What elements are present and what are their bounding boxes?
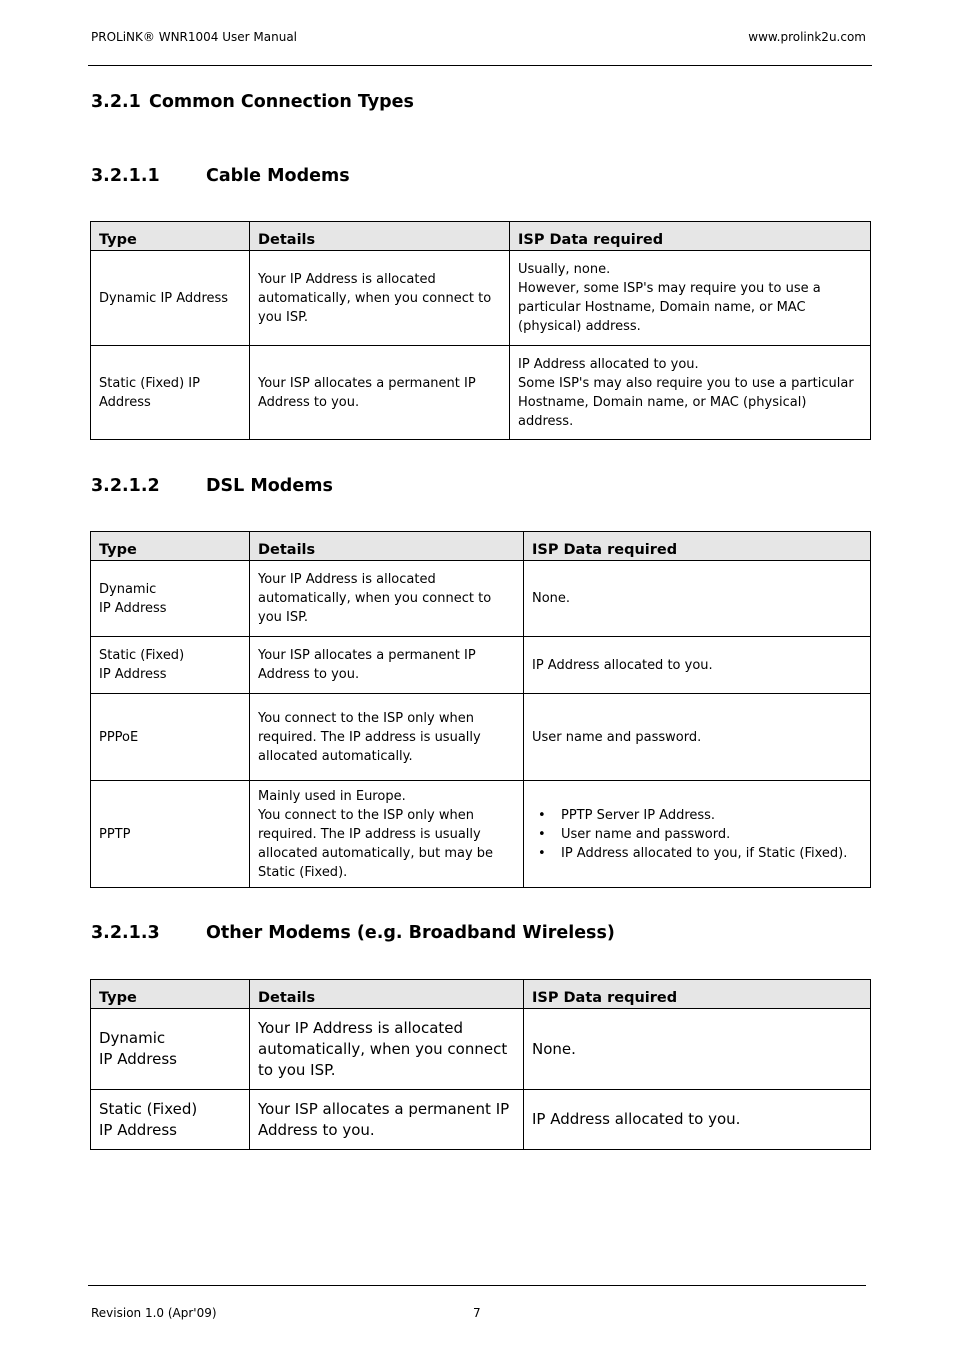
cell-isp-line: Some ISP's may also require you to use a particular Hostname, Domain name, or MAC (physical) address. xyxy=(518,375,854,429)
dsl-heading xyxy=(91,476,333,496)
cell-type-line: IP Address xyxy=(99,1050,177,1068)
header-website: www.prolink2u.com xyxy=(748,30,866,44)
isp-bullet-list xyxy=(532,806,862,863)
col-header-isp: ISP Data required xyxy=(510,222,871,251)
header-manual-title: PROLiNK® WNR1004 User Manual xyxy=(91,30,298,44)
cable-heading-title: Cable Modems xyxy=(206,166,350,186)
col-header-details: Details xyxy=(250,980,524,1009)
cell-type-line: IP Address xyxy=(99,1120,177,1139)
other-heading-title: Other Modems (e.g. Broadband Wireless) xyxy=(206,923,615,943)
table-header-row xyxy=(91,222,871,251)
cell-details: Your ISP allocates a permanent IP Address to you. xyxy=(250,346,510,440)
cell-details: Your ISP allocates a permanent IP Address to you. xyxy=(250,1090,524,1150)
header-divider xyxy=(88,65,872,66)
footer-divider xyxy=(88,1285,866,1286)
section-heading xyxy=(91,92,414,112)
cell-isp-line: However, some ISP's may require you to use a particular Hostname, Domain name, or MAC (physical) address. xyxy=(518,281,821,334)
dsl-table xyxy=(90,531,871,888)
table-row xyxy=(91,251,871,346)
cable-heading-number: 3.2.1.1 xyxy=(91,166,160,186)
section-title: Common Connection Types xyxy=(149,92,414,112)
cell-details: You connect to the ISP only when required. The IP address is usually allocated automatically. xyxy=(250,694,524,781)
table-row xyxy=(91,1009,871,1090)
other-heading-number: 3.2.1.3 xyxy=(91,923,160,943)
section-number: 3.2.1 xyxy=(91,92,141,112)
cell-type-line: IP Address xyxy=(99,667,167,682)
col-header-type: Type xyxy=(91,532,250,561)
cell-type-line: Static (Fixed) xyxy=(99,1099,198,1118)
col-header-isp: ISP Data required xyxy=(524,532,871,561)
table-row xyxy=(91,561,871,637)
cell-isp: None. xyxy=(524,1009,871,1090)
cell-type-line: IP Address xyxy=(99,600,167,616)
col-header-details: Details xyxy=(250,222,510,251)
cable-heading xyxy=(91,166,350,186)
footer-revision: Revision 1.0 (Apr'09) xyxy=(91,1306,217,1320)
dsl-heading-number: 3.2.1.2 xyxy=(91,476,160,496)
cell-details xyxy=(250,781,524,888)
cell-details: Your IP Address is allocated automatically, when you connect to you ISP. xyxy=(250,1009,524,1090)
col-header-type: Type xyxy=(91,222,250,251)
cell-isp-line: IP Address allocated to you. xyxy=(518,356,699,372)
cell-isp xyxy=(524,781,871,888)
table-header-row xyxy=(91,532,871,561)
cell-type-line: Static (Fixed) xyxy=(99,648,185,663)
list-item: • PPTP Server IP Address. xyxy=(532,806,862,825)
cell-type-line: Dynamic xyxy=(99,1029,166,1047)
col-header-details: Details xyxy=(250,532,524,561)
cell-isp: IP Address allocated to you. xyxy=(524,637,871,694)
col-header-type: Type xyxy=(91,980,250,1009)
table-row xyxy=(91,346,871,440)
cell-type xyxy=(91,1009,250,1090)
cell-isp-line: Usually, none. xyxy=(518,262,611,277)
cell-type xyxy=(91,637,250,694)
cell-type: PPPoE xyxy=(91,694,250,781)
list-item: • IP Address allocated to you, if Static (Fixed). xyxy=(532,844,862,863)
table-row xyxy=(91,1090,871,1150)
cell-type: Static (Fixed) IP Address xyxy=(91,346,250,440)
cell-details: Your IP Address is allocated automatically, when you connect to you ISP. xyxy=(250,251,510,346)
col-header-isp: ISP Data required xyxy=(524,980,871,1009)
other-table xyxy=(90,979,871,1150)
cell-isp xyxy=(510,251,871,346)
cell-details-line: You connect to the ISP only when required. The IP address is usually allocated automatically, but may be Static (Fixed). xyxy=(258,807,494,880)
cell-type: PPTP xyxy=(91,781,250,888)
cell-details: Your IP Address is allocated automatically, when you connect to you ISP. xyxy=(250,561,524,637)
cell-type xyxy=(91,561,250,637)
list-item: • User name and password. xyxy=(532,825,862,844)
page-number: 7 xyxy=(473,1306,481,1320)
cell-isp: None. xyxy=(524,561,871,637)
cable-table xyxy=(90,221,871,440)
cell-type: Dynamic IP Address xyxy=(91,251,250,346)
cell-isp xyxy=(510,346,871,440)
dsl-heading-title: DSL Modems xyxy=(206,476,333,496)
table-header-row xyxy=(91,980,871,1009)
cell-details: Your ISP allocates a permanent IP Address to you. xyxy=(250,637,524,694)
table-row xyxy=(91,694,871,781)
other-heading xyxy=(91,923,615,943)
table-row xyxy=(91,637,871,694)
cell-isp: IP Address allocated to you. xyxy=(524,1090,871,1150)
cell-isp: User name and password. xyxy=(524,694,871,781)
cell-details-line: Mainly used in Europe. xyxy=(258,788,406,804)
table-row xyxy=(91,781,871,888)
cell-type xyxy=(91,1090,250,1150)
cell-type-line: Dynamic xyxy=(99,581,157,597)
